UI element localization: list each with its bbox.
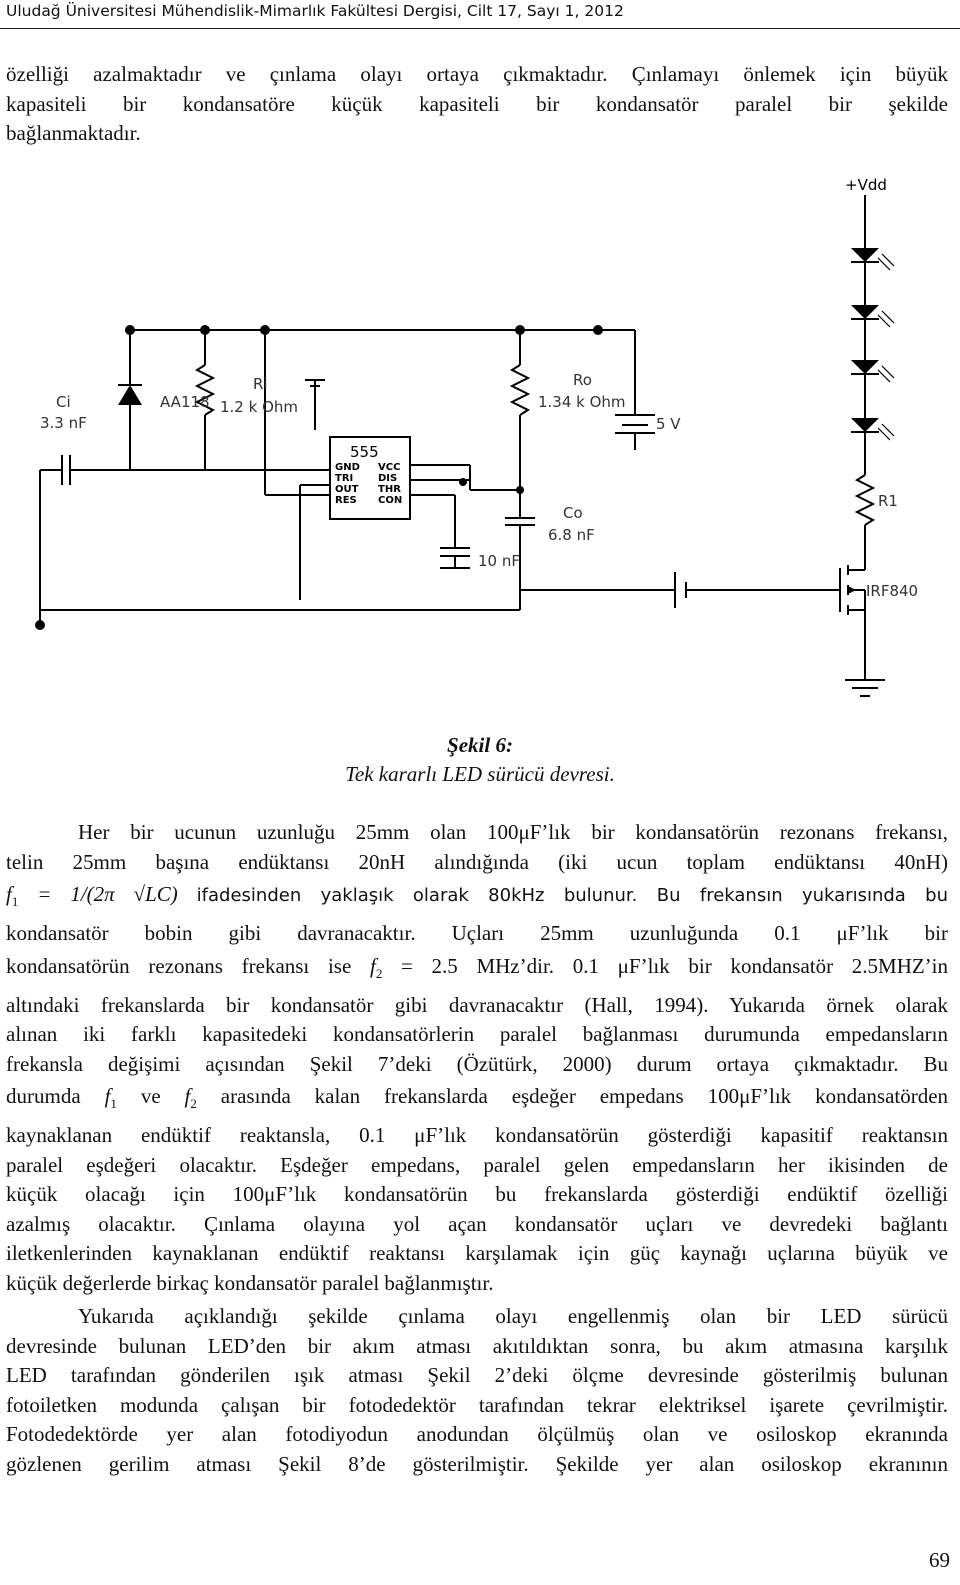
text-line: Her bir ucunun uzunluğu 25mm olan 100μF’lık bir kondansatörün rezonans frekansı, [78,820,948,844]
ci-name-label: Ci [56,393,71,411]
chip-pin: GND [335,462,360,473]
diode-label: AA118 [160,393,210,411]
cap-10nf-label: 10 nF [478,552,520,570]
text-line: telin 25mm başına endüktansı 20nH alındığında (iki ucun toplam endüktansı 40nH) [6,849,948,874]
text-line: küçük değerlerde birkaç kondansatör paralel bağlanmıştır. [6,1270,494,1295]
text-line: küçük olacağı için 100μF’lık kondansatörün bu frekanslarda gösterdiği endüktif özelliği [6,1182,948,1206]
vdd-label: +Vdd [845,176,887,194]
chip-pin: VCC [378,462,401,473]
chip-pin: OUT [335,484,359,495]
ro-value-label: 1.34 k Ohm [538,393,626,411]
supply-label: 5 V [656,415,681,433]
co-name-label: Co [563,504,583,522]
diode-symbol [118,385,142,405]
text-line: altındaki frekanslarda bir kondansatör gibi davranacaktır (Hall, 1994). Yukarıda örnek olarak [6,992,948,1017]
chip-pin: CON [378,495,403,506]
ri-name-label: Ri [253,375,268,393]
chip-pin: RES [335,495,357,506]
body-paragraph-2 [6,1302,948,1479]
chip-pin: THR [378,484,401,495]
figure-number: Şekil 6: [447,733,513,757]
r1-label: R1 [878,492,898,510]
text-line: LED tarafından gönderilen ışık atması Şekil 2’deki ölçme devresinde gösterilmiş bulunan [6,1363,948,1387]
formula-line-3: durumda $f_1$ ve $f_2$ arasında kalan frekanslarda eşdeğer empedans 100μF’lık kondansatörden [6,1084,949,1111]
text-line: fotoiletken modunda çalışan bir fotodedektör tarafından tekrar elektriksel işarete çevrilmiştir. [6,1392,948,1417]
text-line: gözlenen gerilim atması Şekil 8’de gösterilmiştir. Şekilde yer alan osiloskop ekranının [6,1451,948,1476]
formula-line-2: kondansatörün rezonans frekansı ise $f_2 = 2.5$ MHz’dir. 0.1 μF’lık bir kondansatör 2.5MHZ’in [6,953,949,981]
ri-value-label: 1.2 k Ohm [220,398,299,416]
page-number: 69 [929,1548,950,1572]
chip-pin: DIS [378,473,398,484]
text-line: paralel eşdeğeri olacaktır. Eşdeğer empedans, paralel gelen empedansların her ikisinden de [6,1152,948,1177]
mosfet-label: IRF840 [866,582,919,600]
text-line: Yukarıda açıklandığı şekilde çınlama olayı engellenmiş olan bir LED sürücü [78,1304,948,1328]
text-line: devresinde bulunan LED’den bir akım atması akıtıldıktan sonra, bu akım atmasına karşılık [6,1333,948,1358]
ro-name-label: Ro [573,371,592,389]
text-line: frekansla değişimi açısından Şekil 7’deki (Özütürk, 2000) durum ortaya çıkmaktadır. Bu [6,1051,948,1076]
chip-pin: TRI [335,473,354,484]
journal-header: Uludağ Üniversitesi Mühendislik-Mimarlık Fakültesi Dergisi, Cilt 17, Sayı 1, 2012 [6,2,624,20]
body-paragraph-1 [6,818,948,1298]
text-line: özelliği azalmaktadır ve çınlama olayı ortaya çıkmaktadır. Çınlamayı önlemek için büyük [6,62,948,86]
text-line: alınan iki farklı kapasitedeki kondansatörlerin paralel bağlanması durumunda empedansların [6,1022,948,1046]
text-line: kapasiteli bir kondansatöre küçük kapasiteli bir kondansatör paralel bir şekilde [6,91,948,116]
header-rule [0,28,960,29]
text-line: kondansatör bobin gibi davranacaktır. Uçları 25mm uzunluğunda 0.1 μF’lık bir [6,921,948,945]
formula-line: $f_1 = 1/(2\pi$ √LC) ifadesinden yaklaşık olarak 80kHz bulunur. Bu frekansın yukarısında bu [6,882,949,909]
text-line: iletkenlerinden kaynaklanan endüktif reaktansı karşılamak için güç kaynağı uçlarına büyük ve [6,1241,948,1265]
co-value-label: 6.8 nF [548,526,595,544]
text-line: azalmış olacaktır. Çınlama olayına yol açan kondansatör uçları ve devredeki bağlantı [6,1211,948,1236]
intro-paragraph [6,60,948,149]
chip-title: 555 [350,443,379,461]
text-line: Fotodedektörde yer alan fotodiyodun anodundan ölçülmüş olan ve osiloskop ekranında [6,1422,948,1446]
led-driver-circuit [0,170,960,715]
text-line: kaynaklanan endüktif reaktansla, 0.1 μF’lık kondansatörün gösterdiği kapasitif reaktansın [6,1123,948,1147]
ci-value-label: 3.3 nF [40,414,87,432]
figure-caption: Tek kararlı LED sürücü devresi. [345,762,615,786]
text-line: bağlanmaktadır. [6,121,141,145]
